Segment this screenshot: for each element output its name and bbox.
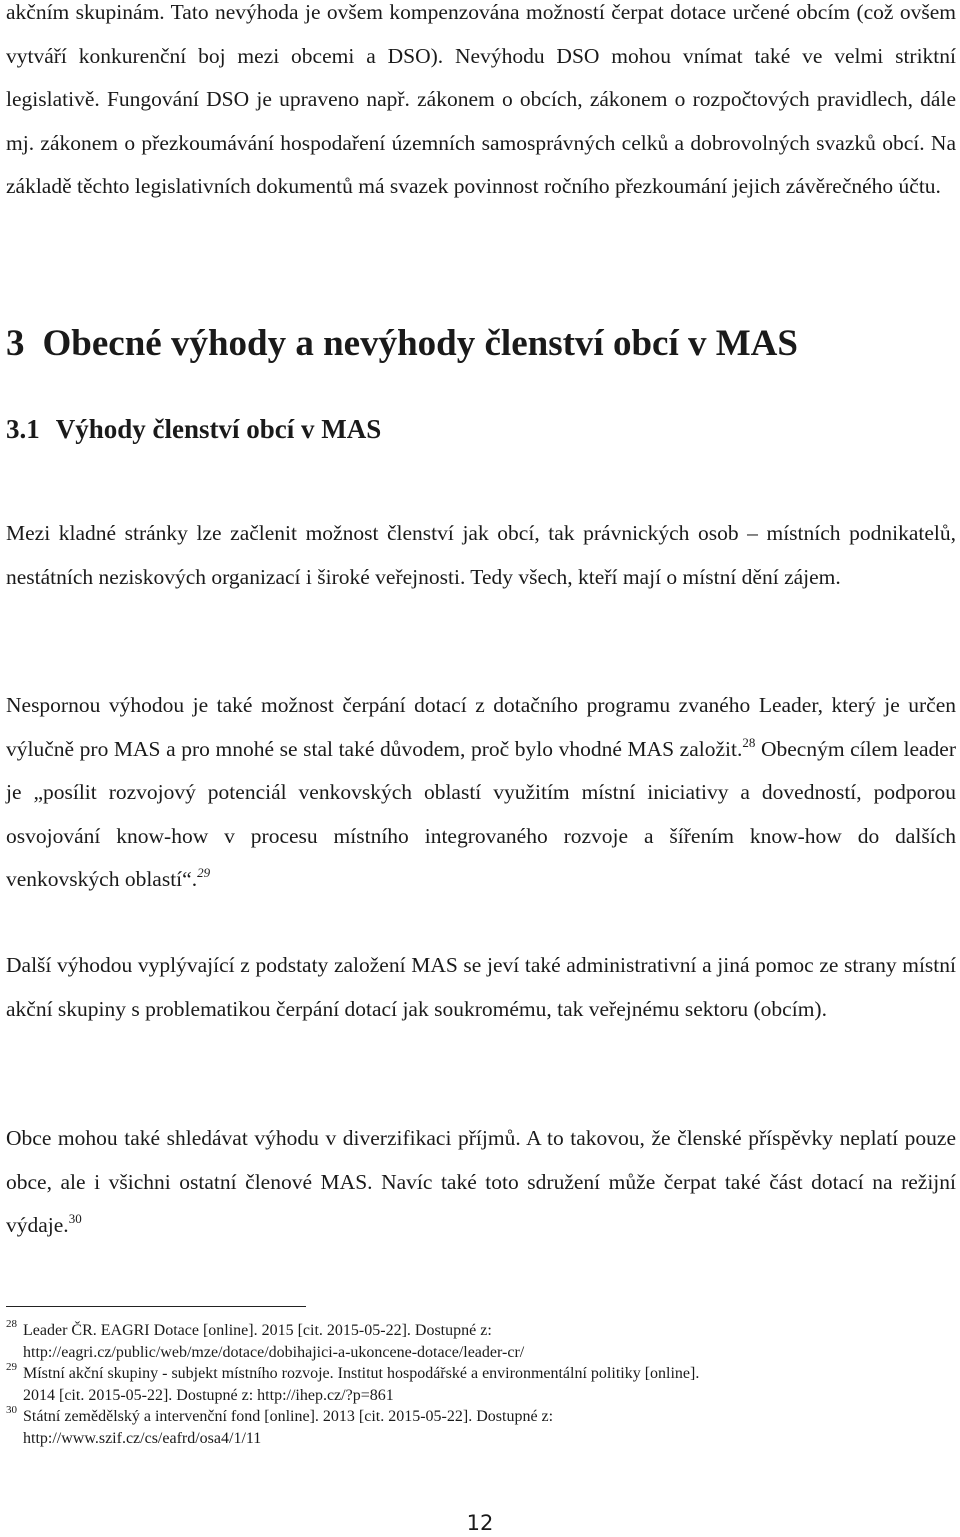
footnote-text: Místní akční skupiny - subjekt místního rozvoje. Institut hospodářské a environmentální politiky [online]. [23,1365,700,1382]
footnote-number: 29 [6,1361,17,1373]
paragraph-diversification [6,1117,956,1248]
paragraph-admin-help: Další výhodou vyplývající z podstaty založení MAS se jeví také administrativní a jiná pomoc ze strany místní akční skupiny s problematikou čerpání dotací jak soukromému, tak veřejnému sektoru (obcím). [6,953,956,1021]
footnote-link[interactable]: http://eagri.cz/public/web/mze/dotace/dobihajici-a-ukoncene-dotace/leader-cr/ [23,1343,525,1361]
footnote-link[interactable]: http://www.szif.cz/cs/eafrd/osa4/1/11 [23,1429,262,1447]
footnote-link[interactable]: 2014 [cit. 2015-05-22]. Dostupné z: http://ihep.cz/?p=861 [23,1386,394,1404]
paragraph-leader-text-b: Obecným cílem leader je „posílit rozvojový potenciál venkovských oblastí využitím místní iniciativy a dovedností, podporou osvojování know-how v procesu místního integrovaného rozvoje a šířením know-how do dalších venkovských oblastí“. [6,736,957,891]
footnote-29 [6,1363,946,1406]
footnote-text: Státní zemědělský a intervenční fond [online]. 2013 [cit. 2015-05-22]. Dostupné z: [23,1408,554,1425]
paragraph-leader-text-a: Nespornou výhodou je také možnost čerpání dotací z dotačního programu zvaného Leader, který je určen výlučně pro MAS a pro mnohé se stal také důvodem, proč bylo vhodné MAS založit. [6,693,956,761]
intro-paragraph: akčním skupinám. Tato nevýhoda je ovšem kompenzována možností čerpat dotace určené obcím (což ovšem vytváří konkurenční boj mezi obcemi a DSO). Nevýhodu DSO mohou vnímat také ve velmi striktní legislativě. Fungování DSO je upraveno např. zákonem o obcích, zákonem o rozpočtových pravidlech, dále mj. zákonem o přezkoumávání hospodaření územních samosprávných celků a dobrovolných svazků obcí. Na základě těchto legislativních dokumentů má svazek povinnost ročního přezkoumání jejich závěrečného účtu. [6,0,956,198]
chapter-heading [6,322,798,365]
section-heading [6,414,381,445]
section-number: 3.1 [6,414,40,444]
footnote-number: 30 [6,1404,17,1416]
footnote-ref-28[interactable]: 28 [742,734,756,750]
footnote-separator [6,1306,306,1307]
footnotes [6,1320,946,1449]
chapter-number: 3 [6,323,25,364]
footnote-30 [6,1406,946,1449]
paragraph-leader [6,684,956,902]
footnote-ref-30[interactable]: 30 [68,1211,82,1226]
footnote-ref-29[interactable]: 29 [197,865,211,880]
section-title: Výhody členství obcí v MAS [55,414,382,444]
footnote-text: Leader ČR. EAGRI Dotace [online]. 2015 [cit. 2015-05-22]. Dostupné z: [23,1322,492,1339]
chapter-title: Obecné výhody a nevýhody členství obcí v MAS [42,323,798,364]
paragraph-members: Mezi kladné stránky lze začlenit možnost členství jak obcí, tak právnických osob – místních podnikatelů, nestátních neziskových organizací i široké veřejnosti. Tedy všech, kteří mají o místní dění zájem. [6,521,956,589]
footnote-28 [6,1320,946,1363]
page-number: 12 [466,1511,494,1535]
paragraph-diversification-text: Obce mohou také shledávat výhodu v diverzifikaci příjmů. A to takovou, že členské příspěvky neplatí pouze obce, ale i všichni ostatní členové MAS. Navíc také toto sdružení může čerpat také část dotací na režijní výdaje. [6,1126,956,1237]
footnote-number: 28 [6,1318,17,1330]
